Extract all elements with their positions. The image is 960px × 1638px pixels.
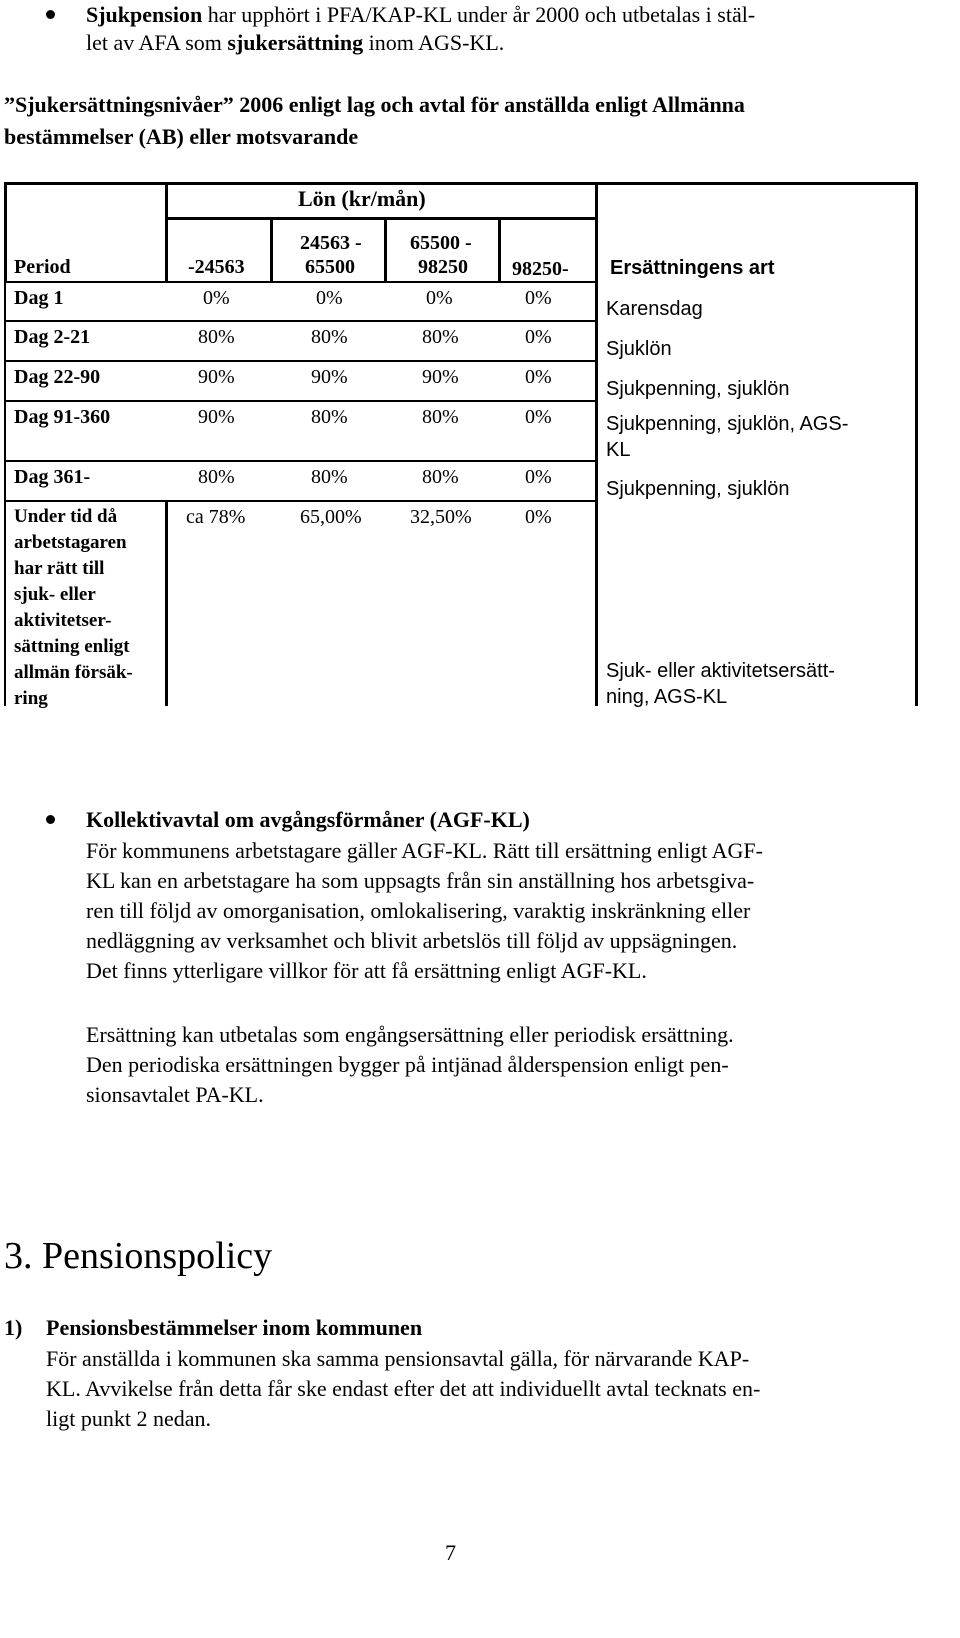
item-number: 1) <box>4 1315 23 1340</box>
row-value: 80% <box>422 406 459 428</box>
col-header-1: -24563 <box>188 256 245 278</box>
table-art-left-border <box>595 182 598 706</box>
row-value: 0% <box>203 287 230 309</box>
row-value: 80% <box>198 326 235 348</box>
col-header-3a: 65500 - <box>410 232 472 254</box>
table-col1-border <box>270 217 273 283</box>
section-heading: 3. Pensionspolicy <box>4 1235 273 1277</box>
bullet-dot-icon <box>46 815 55 824</box>
row-value: 0% <box>525 466 552 488</box>
row-value: 80% <box>311 466 348 488</box>
table-period-left <box>4 282 6 706</box>
table-header-bottom <box>4 281 596 283</box>
intro-text: har upphört i PFA/KAP-KL under år 2000 och utbetalas i stäl- <box>202 2 756 27</box>
row-value: 0% <box>525 366 552 388</box>
col-header-3b: 98250 <box>418 256 468 278</box>
col-header-period: Period <box>14 256 71 278</box>
row-value: 65,00% <box>300 506 362 528</box>
row-art: KL <box>606 439 631 461</box>
row-value: 0% <box>316 287 343 309</box>
intro-bold-term: Sjukpension <box>86 2 203 27</box>
table-left-border <box>4 182 7 282</box>
row-period: Dag 2-21 <box>14 326 91 348</box>
row-value: 90% <box>198 366 235 388</box>
intro-line-2: let av AFA som sjukersättning inom AGS-KL. <box>86 30 505 55</box>
row-period: Dag 1 <box>14 287 64 309</box>
row-value: 80% <box>311 326 348 348</box>
row-value: 0% <box>525 506 552 528</box>
row-value: 32,50% <box>410 506 472 528</box>
row-period-multiline: Under tid då arbetstagaren har rätt till sjuk- eller aktivitetser- sättning enligt allmän försäk- ring <box>14 506 133 709</box>
table-col3-border <box>498 217 501 283</box>
row-value: 0% <box>426 287 453 309</box>
row-value: 80% <box>422 326 459 348</box>
row-value: 80% <box>422 466 459 488</box>
row-art: Sjukpenning, sjuklön <box>606 478 790 500</box>
row-value: 90% <box>311 366 348 388</box>
table-group-left-border <box>165 182 168 282</box>
table-right-border <box>915 182 918 706</box>
row-value: 90% <box>198 406 235 428</box>
agf-title: Kollektivavtal om avgångsförmåner (AGF-KL) <box>86 807 530 832</box>
table-row-line-5 <box>4 500 596 502</box>
table-period-divider <box>165 500 168 706</box>
intro-line-1 <box>86 0 755 30</box>
item-title: Pensionsbestämmelser inom kommunen <box>46 1315 423 1340</box>
table-row-line-4 <box>4 460 596 462</box>
table-group-header: Lön (kr/mån) <box>298 186 426 211</box>
row-value: 0% <box>525 287 552 309</box>
row-art: Sjuk- eller aktivitetsersätt- <box>606 660 835 682</box>
row-period: Dag 22-90 <box>14 366 101 388</box>
row-art: Sjukpenning, sjuklön <box>606 378 790 400</box>
row-art: Sjuklön <box>606 338 672 360</box>
row-art: Sjukpenning, sjuklön, AGS- <box>606 413 849 435</box>
table-header-divider <box>165 217 595 220</box>
row-value: ca 78% <box>186 506 246 528</box>
table-row-line-2 <box>4 360 596 362</box>
table-title-line-2: bestämmelser (AB) eller motsvarande <box>4 124 359 149</box>
col-header-4: 98250- <box>512 258 569 280</box>
row-value: 80% <box>311 406 348 428</box>
row-art: ning, AGS-KL <box>606 686 728 708</box>
row-period: Dag 91-360 <box>14 406 111 428</box>
table-top-border <box>4 182 918 185</box>
row-art: Karensdag <box>606 298 703 320</box>
table-row-line-3 <box>4 400 596 402</box>
table-col2-border <box>384 217 387 283</box>
table-title-line-1: ”Sjukersättningsnivåer” 2006 enligt lag och avtal för anställda enligt Allmänna <box>4 92 745 117</box>
row-value: 0% <box>525 326 552 348</box>
row-value: 80% <box>198 466 235 488</box>
row-period: Dag 361- <box>14 466 91 488</box>
bullet-dot-icon <box>46 10 55 19</box>
table-row-line-1 <box>4 320 596 322</box>
page-number: 7 <box>445 1540 456 1565</box>
row-value: 0% <box>525 406 552 428</box>
col-header-2b: 65500 <box>305 256 355 278</box>
col-header-2a: 24563 - <box>300 232 362 254</box>
row-value: 90% <box>422 366 459 388</box>
col-header-art: Ersättningens art <box>610 257 775 279</box>
